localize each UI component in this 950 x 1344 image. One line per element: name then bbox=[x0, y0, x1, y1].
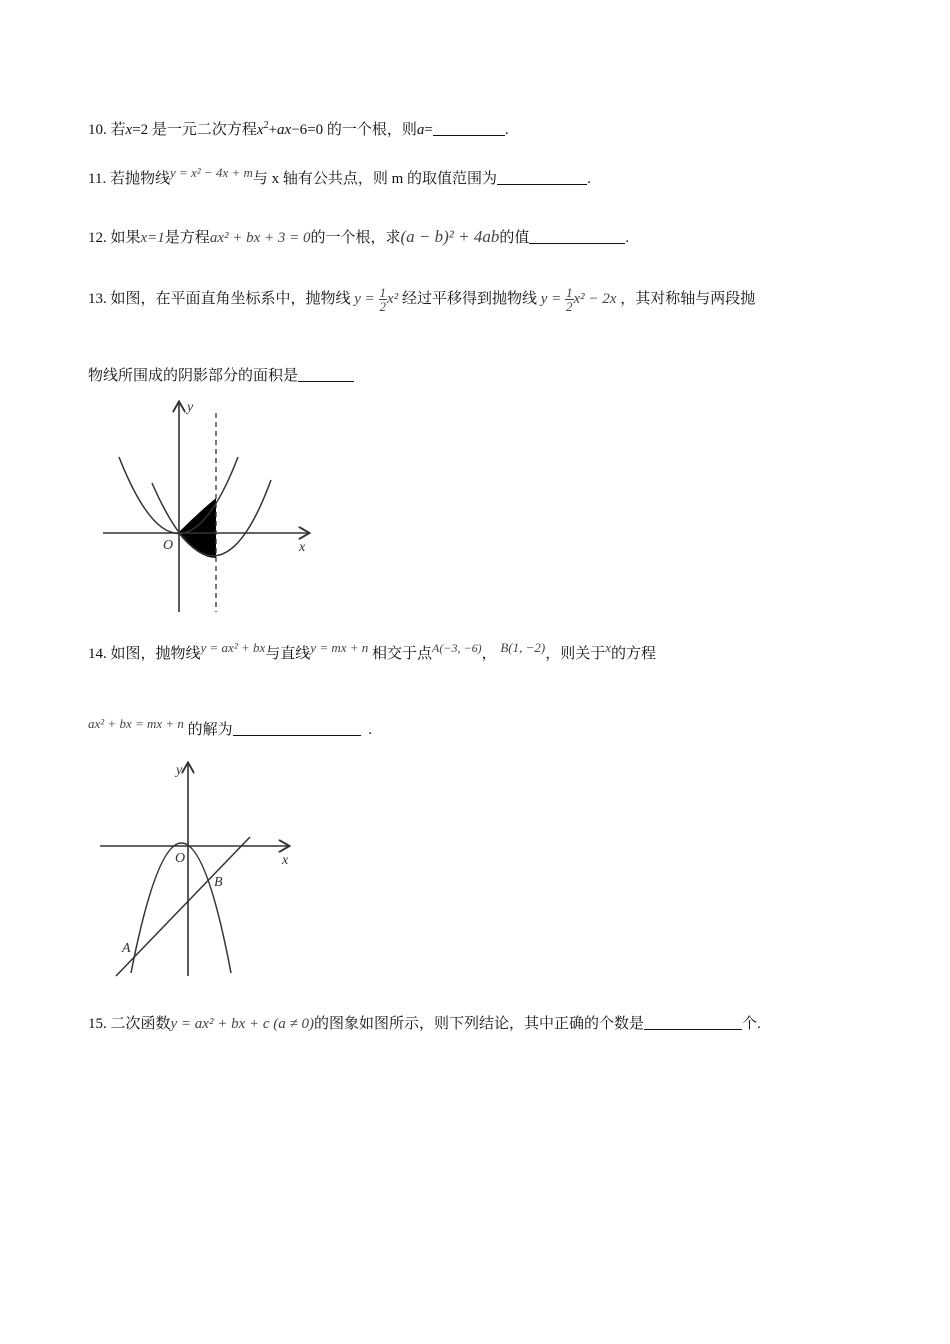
origin-label: O bbox=[163, 538, 174, 553]
q14-text-8: . bbox=[368, 722, 372, 738]
answer-blank[interactable] bbox=[529, 229, 625, 244]
point-b-label: B bbox=[214, 875, 223, 890]
q11-text-2: 与 x 轴有公共点，则 m 的取值范围为 bbox=[252, 171, 498, 187]
question-14 bbox=[88, 640, 656, 663]
q13-math-1b: x² bbox=[387, 290, 399, 307]
q13-math-2a: y = bbox=[540, 290, 562, 307]
x-axis-label: x bbox=[299, 540, 306, 555]
fraction-denominator: 2 bbox=[379, 299, 387, 314]
q14-text-1: 如图，抛物线 bbox=[110, 646, 201, 662]
q14-math-4: B(1, −2) bbox=[500, 640, 546, 655]
x-axis-label: x bbox=[282, 853, 289, 868]
q14-text-5: ，则关于 bbox=[545, 646, 606, 662]
q10-text-5: = bbox=[424, 122, 433, 138]
fraction-denominator: 2 bbox=[566, 299, 573, 314]
question-15 bbox=[88, 1012, 761, 1033]
q10-math-4: a bbox=[416, 122, 425, 138]
q10-math-3: ax bbox=[277, 122, 292, 138]
answer-blank[interactable] bbox=[233, 721, 361, 736]
q13-fraction-2 bbox=[565, 286, 574, 313]
answer-blank[interactable] bbox=[497, 170, 587, 185]
question-11 bbox=[88, 165, 591, 188]
question-14-line-2 bbox=[88, 716, 372, 739]
figure-14 bbox=[98, 758, 298, 980]
q13-text-3: ，其对称轴与两段抛 bbox=[620, 290, 756, 307]
fraction-numerator: 1 bbox=[566, 285, 573, 300]
q14-math-2: y = mx + n bbox=[310, 640, 369, 655]
question-10 bbox=[88, 118, 509, 139]
q13-math-2b: x² − 2x bbox=[573, 290, 617, 307]
fraction-numerator: 1 bbox=[379, 285, 387, 300]
q13-text-1: 如图，在平面直角坐标系中，抛物线 bbox=[110, 290, 351, 307]
q10-text-1: 若 bbox=[110, 122, 126, 138]
q12-text-3: 的一个根，求 bbox=[310, 230, 401, 246]
q12-text-4: 的值 bbox=[499, 230, 530, 246]
q15-math-1: y = ax² + bx + c (a ≠ 0) bbox=[170, 1016, 314, 1032]
q14-math-1: y = ax² + bx bbox=[200, 640, 266, 655]
q13-fraction-1 bbox=[379, 286, 388, 313]
q11-text-1: 若抛物线 bbox=[109, 171, 170, 187]
figure-13 bbox=[95, 395, 320, 615]
q12-math-1: x=1 bbox=[140, 230, 165, 246]
answer-blank[interactable] bbox=[433, 121, 505, 136]
q12-text-2: 是方程 bbox=[164, 230, 210, 246]
point-a-label: A bbox=[122, 941, 131, 956]
q12-math-2: ax² + bx + 3 = 0 bbox=[209, 230, 311, 246]
q10-sup: 2 bbox=[263, 120, 269, 131]
q11-text-3: . bbox=[587, 171, 591, 187]
q13-text-2: 经过平移得到抛物线 bbox=[401, 290, 537, 307]
q14-math-3: A(−3, −6) bbox=[432, 641, 482, 655]
question-number: 15. bbox=[88, 1016, 107, 1032]
q12-math-3: (a − b)² + 4ab bbox=[400, 227, 500, 246]
question-number: 10. bbox=[88, 122, 107, 138]
q10-math-2: x bbox=[256, 122, 264, 138]
q13-math-1a: y = bbox=[354, 290, 375, 307]
question-12 bbox=[88, 226, 629, 247]
q14-text-6: 的方程 bbox=[611, 646, 657, 662]
answer-blank[interactable] bbox=[298, 367, 354, 382]
shaded-region bbox=[178, 498, 216, 558]
q15-text-1: 二次函数 bbox=[110, 1016, 171, 1032]
q13-text-line2: 物线所围成的阴影部分的面积是 bbox=[88, 368, 299, 384]
q10-math-1: x bbox=[125, 122, 133, 138]
q12-text-5: . bbox=[625, 230, 630, 246]
q14-math-6: ax² + bx = mx + n bbox=[88, 716, 184, 731]
answer-blank[interactable] bbox=[644, 1015, 742, 1030]
q14-math-5: x bbox=[605, 640, 612, 655]
question-number: 11. bbox=[88, 171, 107, 187]
q15-text-2: 的图象如图所示，则下列结论，其中正确的个数是 bbox=[313, 1016, 644, 1032]
q10-text-2: =2 是一元二次方程 bbox=[132, 122, 257, 138]
y-axis-label: y bbox=[176, 763, 183, 778]
question-13-line-2 bbox=[88, 364, 354, 385]
q14-text-3: 相交于点 bbox=[372, 646, 433, 662]
q10-text-3: + bbox=[268, 122, 278, 138]
origin-label: O bbox=[175, 851, 186, 866]
q15-text-3: 个. bbox=[742, 1016, 761, 1032]
question-number: 12. bbox=[88, 230, 107, 246]
q14-text-4: ， bbox=[481, 646, 497, 662]
question-13 bbox=[88, 286, 755, 313]
q14-text-2: 与直线 bbox=[265, 646, 311, 662]
q10-text-4: −6=0 的一个根，则 bbox=[291, 122, 417, 138]
y-axis-label: y bbox=[187, 400, 194, 415]
question-number: 13. bbox=[88, 290, 107, 307]
q10-text-6: . bbox=[504, 122, 509, 138]
q14-text-7: 的解为 bbox=[187, 722, 233, 738]
q12-text-1: 如果 bbox=[110, 230, 141, 246]
question-number: 14. bbox=[88, 646, 107, 662]
q11-math-1: y = x² − 4x + m bbox=[169, 165, 253, 180]
